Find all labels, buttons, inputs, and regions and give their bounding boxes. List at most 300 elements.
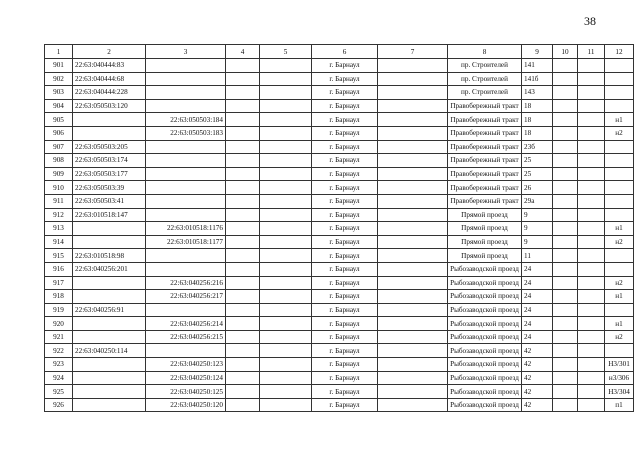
room-number-cell — [605, 262, 634, 276]
table-row — [45, 72, 634, 86]
cadastral-number-cell — [73, 385, 146, 399]
room-cadastral-number-cell — [146, 59, 226, 73]
street-cell: пр. Строителей — [448, 86, 522, 100]
room-cadastral-number-cell — [146, 181, 226, 195]
house-number-cell: 9 — [522, 208, 553, 222]
col-11-cell — [578, 330, 605, 344]
col-5-cell — [260, 167, 312, 181]
cadastral-number-cell: 22:63:040444:68 — [73, 72, 146, 86]
city-cell: г. Барнаул — [312, 194, 378, 208]
col-10-cell — [553, 276, 578, 290]
room-number-cell: н1 — [605, 290, 634, 304]
room-number-cell — [605, 72, 634, 86]
city-cell: г. Барнаул — [312, 59, 378, 73]
city-cell: г. Барнаул — [312, 167, 378, 181]
col-5-cell — [260, 276, 312, 290]
col-10-cell — [553, 140, 578, 154]
column-header-12: 12 — [605, 45, 634, 59]
room-cadastral-number-cell: 22:63:050503:184 — [146, 113, 226, 127]
col-7-cell — [378, 167, 448, 181]
house-number-cell: 26 — [522, 181, 553, 195]
row-number-cell: 919 — [45, 303, 73, 317]
table-row — [45, 385, 634, 399]
city-cell: г. Барнаул — [312, 208, 378, 222]
col-10-cell — [553, 154, 578, 168]
street-cell: Рыбозаводской проезд — [448, 344, 522, 358]
room-number-cell — [605, 154, 634, 168]
street-cell: Рыбозаводской проезд — [448, 371, 522, 385]
col-7-cell — [378, 59, 448, 73]
room-cadastral-number-cell — [146, 86, 226, 100]
col-4-cell — [226, 194, 260, 208]
col-7-cell — [378, 181, 448, 195]
city-cell: г. Барнаул — [312, 303, 378, 317]
col-5-cell — [260, 330, 312, 344]
house-number-cell: 25 — [522, 154, 553, 168]
room-cadastral-number-cell: 22:63:010518:1176 — [146, 222, 226, 236]
room-cadastral-number-cell: 22:63:040250:125 — [146, 385, 226, 399]
col-7-cell — [378, 330, 448, 344]
col-10-cell — [553, 249, 578, 263]
col-4-cell — [226, 358, 260, 372]
row-number-cell: 924 — [45, 371, 73, 385]
street-cell: Рыбозаводской проезд — [448, 358, 522, 372]
cadastral-number-cell: 22:63:050503:41 — [73, 194, 146, 208]
cadastral-number-cell — [73, 330, 146, 344]
col-7-cell — [378, 154, 448, 168]
col-4-cell — [226, 330, 260, 344]
row-number-cell: 917 — [45, 276, 73, 290]
col-7-cell — [378, 262, 448, 276]
row-number-cell: 909 — [45, 167, 73, 181]
cadastral-number-cell: 22:63:050503:120 — [73, 99, 146, 113]
house-number-cell: 143 — [522, 86, 553, 100]
column-header-2: 2 — [73, 45, 146, 59]
col-4-cell — [226, 344, 260, 358]
city-cell: г. Барнаул — [312, 86, 378, 100]
room-number-cell: н2 — [605, 276, 634, 290]
col-11-cell — [578, 262, 605, 276]
street-cell: Правобережный тракт — [448, 154, 522, 168]
col-11-cell — [578, 385, 605, 399]
house-number-cell: 9 — [522, 222, 553, 236]
col-10-cell — [553, 330, 578, 344]
house-number-cell: 24 — [522, 317, 553, 331]
table-row — [45, 330, 634, 344]
col-7-cell — [378, 72, 448, 86]
cadastral-number-cell: 22:63:040256:91 — [73, 303, 146, 317]
table-row — [45, 290, 634, 304]
room-cadastral-number-cell — [146, 344, 226, 358]
col-10-cell — [553, 208, 578, 222]
col-5-cell — [260, 208, 312, 222]
room-number-cell — [605, 181, 634, 195]
table-row — [45, 181, 634, 195]
room-cadastral-number-cell: 22:63:040250:120 — [146, 398, 226, 412]
col-5-cell — [260, 99, 312, 113]
house-number-cell: 42 — [522, 358, 553, 372]
room-number-cell — [605, 208, 634, 222]
col-10-cell — [553, 194, 578, 208]
col-7-cell — [378, 344, 448, 358]
col-7-cell — [378, 140, 448, 154]
street-cell: Рыбозаводской проезд — [448, 276, 522, 290]
col-7-cell — [378, 290, 448, 304]
street-cell: Прямой проезд — [448, 235, 522, 249]
row-number-cell: 914 — [45, 235, 73, 249]
col-5-cell — [260, 72, 312, 86]
registry-table — [44, 44, 634, 412]
house-number-cell: 11 — [522, 249, 553, 263]
column-header-8: 8 — [448, 45, 522, 59]
col-10-cell — [553, 398, 578, 412]
cadastral-number-cell: 22:63:050503:39 — [73, 181, 146, 195]
col-5-cell — [260, 303, 312, 317]
column-header-4: 4 — [226, 45, 260, 59]
row-number-cell: 918 — [45, 290, 73, 304]
table-row — [45, 303, 634, 317]
room-cadastral-number-cell — [146, 249, 226, 263]
col-7-cell — [378, 358, 448, 372]
row-number-cell: 906 — [45, 126, 73, 140]
col-7-cell — [378, 126, 448, 140]
table-row — [45, 276, 634, 290]
col-7-cell — [378, 99, 448, 113]
table-row — [45, 126, 634, 140]
house-number-cell: 9 — [522, 235, 553, 249]
col-10-cell — [553, 72, 578, 86]
table-row — [45, 371, 634, 385]
row-number-cell: 920 — [45, 317, 73, 331]
col-5-cell — [260, 317, 312, 331]
street-cell: Правобережный тракт — [448, 194, 522, 208]
house-number-cell: 42 — [522, 371, 553, 385]
house-number-cell: 18 — [522, 99, 553, 113]
col-7-cell — [378, 317, 448, 331]
col-7-cell — [378, 113, 448, 127]
col-5-cell — [260, 371, 312, 385]
city-cell: г. Барнаул — [312, 235, 378, 249]
col-11-cell — [578, 290, 605, 304]
cadastral-number-cell: 22:63:050503:177 — [73, 167, 146, 181]
cadastral-number-cell — [73, 222, 146, 236]
table-row — [45, 194, 634, 208]
col-7-cell — [378, 208, 448, 222]
col-7-cell — [378, 249, 448, 263]
room-number-cell — [605, 303, 634, 317]
room-number-cell — [605, 99, 634, 113]
col-5-cell — [260, 249, 312, 263]
col-7-cell — [378, 222, 448, 236]
house-number-cell: 24 — [522, 303, 553, 317]
row-number-cell: 913 — [45, 222, 73, 236]
col-11-cell — [578, 222, 605, 236]
col-7-cell — [378, 385, 448, 399]
col-4-cell — [226, 398, 260, 412]
col-4-cell — [226, 303, 260, 317]
column-header-9: 9 — [522, 45, 553, 59]
room-number-cell: н2 — [605, 330, 634, 344]
col-4-cell — [226, 72, 260, 86]
col-10-cell — [553, 59, 578, 73]
col-4-cell — [226, 154, 260, 168]
room-number-cell — [605, 59, 634, 73]
cadastral-number-cell: 22:63:050503:174 — [73, 154, 146, 168]
house-number-cell: 24 — [522, 330, 553, 344]
col-5-cell — [260, 358, 312, 372]
city-cell: г. Барнаул — [312, 385, 378, 399]
row-number-cell: 926 — [45, 398, 73, 412]
street-cell: Правобережный тракт — [448, 167, 522, 181]
street-cell: Рыбозаводской проезд — [448, 330, 522, 344]
col-5-cell — [260, 140, 312, 154]
col-11-cell — [578, 194, 605, 208]
col-11-cell — [578, 86, 605, 100]
col-10-cell — [553, 113, 578, 127]
room-number-cell — [605, 167, 634, 181]
col-4-cell — [226, 249, 260, 263]
room-cadastral-number-cell — [146, 140, 226, 154]
cadastral-number-cell — [73, 126, 146, 140]
col-7-cell — [378, 194, 448, 208]
row-number-cell: 925 — [45, 385, 73, 399]
room-cadastral-number-cell — [146, 262, 226, 276]
col-10-cell — [553, 222, 578, 236]
col-5-cell — [260, 113, 312, 127]
col-5-cell — [260, 194, 312, 208]
col-5-cell — [260, 262, 312, 276]
room-cadastral-number-cell: 22:63:040256:215 — [146, 330, 226, 344]
col-4-cell — [226, 262, 260, 276]
street-cell: Рыбозаводской проезд — [448, 262, 522, 276]
street-cell: пр. Строителей — [448, 59, 522, 73]
col-10-cell — [553, 262, 578, 276]
house-number-cell: 42 — [522, 344, 553, 358]
col-5-cell — [260, 344, 312, 358]
room-number-cell: п1 — [605, 398, 634, 412]
street-cell: Прямой проезд — [448, 249, 522, 263]
table-row — [45, 262, 634, 276]
street-cell: Правобережный тракт — [448, 181, 522, 195]
room-cadastral-number-cell: 22:63:010518:1177 — [146, 235, 226, 249]
table-row — [45, 222, 634, 236]
room-number-cell: н2 — [605, 235, 634, 249]
row-number-cell: 922 — [45, 344, 73, 358]
col-11-cell — [578, 303, 605, 317]
col-5-cell — [260, 59, 312, 73]
col-5-cell — [260, 398, 312, 412]
col-4-cell — [226, 167, 260, 181]
row-number-cell: 901 — [45, 59, 73, 73]
city-cell: г. Барнаул — [312, 290, 378, 304]
room-cadastral-number-cell — [146, 72, 226, 86]
cadastral-number-cell: 22:63:040444:228 — [73, 86, 146, 100]
room-cadastral-number-cell — [146, 194, 226, 208]
city-cell: г. Барнаул — [312, 154, 378, 168]
room-number-cell: н1 — [605, 222, 634, 236]
col-4-cell — [226, 99, 260, 113]
room-cadastral-number-cell — [146, 167, 226, 181]
room-cadastral-number-cell: 22:63:040256:216 — [146, 276, 226, 290]
col-7-cell — [378, 398, 448, 412]
house-number-cell: 24 — [522, 290, 553, 304]
column-header-1: 1 — [45, 45, 73, 59]
row-number-cell: 903 — [45, 86, 73, 100]
column-header-5: 5 — [260, 45, 312, 59]
table-row — [45, 235, 634, 249]
street-cell: Рыбозаводской проезд — [448, 385, 522, 399]
room-number-cell: Н3/301 — [605, 358, 634, 372]
table-row — [45, 140, 634, 154]
column-header-7: 7 — [378, 45, 448, 59]
col-11-cell — [578, 371, 605, 385]
house-number-cell: 141 — [522, 59, 553, 73]
column-header-6: 6 — [312, 45, 378, 59]
cadastral-number-cell — [73, 276, 146, 290]
col-11-cell — [578, 154, 605, 168]
cadastral-number-cell — [73, 358, 146, 372]
cadastral-number-cell — [73, 235, 146, 249]
col-7-cell — [378, 86, 448, 100]
col-7-cell — [378, 371, 448, 385]
col-11-cell — [578, 276, 605, 290]
city-cell: г. Барнаул — [312, 344, 378, 358]
street-cell: Рыбозаводской проезд — [448, 290, 522, 304]
col-11-cell — [578, 344, 605, 358]
cadastral-number-cell — [73, 290, 146, 304]
col-10-cell — [553, 303, 578, 317]
room-number-cell — [605, 86, 634, 100]
col-10-cell — [553, 126, 578, 140]
street-cell: пр. Строителей — [448, 72, 522, 86]
col-10-cell — [553, 235, 578, 249]
col-5-cell — [260, 154, 312, 168]
row-number-cell: 905 — [45, 113, 73, 127]
cadastral-number-cell — [73, 371, 146, 385]
street-cell: Правобережный тракт — [448, 140, 522, 154]
col-10-cell — [553, 99, 578, 113]
col-7-cell — [378, 235, 448, 249]
page-number: 38 — [584, 14, 596, 28]
row-number-cell: 907 — [45, 140, 73, 154]
cadastral-number-cell: 22:63:040256:201 — [73, 262, 146, 276]
table-row — [45, 59, 634, 73]
room-cadastral-number-cell: 22:63:050503:183 — [146, 126, 226, 140]
row-number-cell: 910 — [45, 181, 73, 195]
col-11-cell — [578, 167, 605, 181]
col-5-cell — [260, 385, 312, 399]
city-cell: г. Барнаул — [312, 276, 378, 290]
table-row — [45, 249, 634, 263]
col-11-cell — [578, 398, 605, 412]
city-cell: г. Барнаул — [312, 330, 378, 344]
city-cell: г. Барнаул — [312, 262, 378, 276]
room-number-cell: Н3/304 — [605, 385, 634, 399]
room-cadastral-number-cell: 22:63:040250:123 — [146, 358, 226, 372]
col-7-cell — [378, 303, 448, 317]
house-number-cell: 24 — [522, 276, 553, 290]
col-4-cell — [226, 208, 260, 222]
col-11-cell — [578, 181, 605, 195]
street-cell: Прямой проезд — [448, 222, 522, 236]
col-4-cell — [226, 235, 260, 249]
table-row — [45, 344, 634, 358]
column-header-11: 11 — [578, 45, 605, 59]
house-number-cell: 18 — [522, 113, 553, 127]
street-cell: Правобережный тракт — [448, 113, 522, 127]
col-10-cell — [553, 344, 578, 358]
room-number-cell: н2 — [605, 126, 634, 140]
room-cadastral-number-cell: 22:63:040250:124 — [146, 371, 226, 385]
col-11-cell — [578, 249, 605, 263]
room-cadastral-number-cell — [146, 154, 226, 168]
cadastral-number-cell: 22:63:010518:147 — [73, 208, 146, 222]
col-4-cell — [226, 222, 260, 236]
col-4-cell — [226, 276, 260, 290]
table-row — [45, 113, 634, 127]
cadastral-number-cell — [73, 398, 146, 412]
city-cell: г. Барнаул — [312, 99, 378, 113]
city-cell: г. Барнаул — [312, 181, 378, 195]
cadastral-number-cell: 22:63:040250:114 — [73, 344, 146, 358]
city-cell: г. Барнаул — [312, 140, 378, 154]
row-number-cell: 915 — [45, 249, 73, 263]
row-number-cell: 904 — [45, 99, 73, 113]
col-4-cell — [226, 86, 260, 100]
room-cadastral-number-cell: 22:63:040256:214 — [146, 317, 226, 331]
street-cell: Рыбозаводской проезд — [448, 398, 522, 412]
col-10-cell — [553, 167, 578, 181]
city-cell: г. Барнаул — [312, 113, 378, 127]
col-4-cell — [226, 140, 260, 154]
col-10-cell — [553, 290, 578, 304]
col-5-cell — [260, 86, 312, 100]
col-4-cell — [226, 126, 260, 140]
col-10-cell — [553, 181, 578, 195]
room-cadastral-number-cell — [146, 99, 226, 113]
col-11-cell — [578, 99, 605, 113]
house-number-cell: 23б — [522, 140, 553, 154]
table-row — [45, 317, 634, 331]
table-row — [45, 398, 634, 412]
city-cell: г. Барнаул — [312, 126, 378, 140]
room-cadastral-number-cell — [146, 303, 226, 317]
col-4-cell — [226, 290, 260, 304]
street-cell: Прямой проезд — [448, 208, 522, 222]
col-10-cell — [553, 358, 578, 372]
col-4-cell — [226, 317, 260, 331]
room-number-cell: н3/306 — [605, 371, 634, 385]
row-number-cell: 911 — [45, 194, 73, 208]
row-number-cell: 923 — [45, 358, 73, 372]
cadastral-number-cell: 22:63:010518:98 — [73, 249, 146, 263]
cadastral-number-cell: 22:63:040444:83 — [73, 59, 146, 73]
city-cell: г. Барнаул — [312, 222, 378, 236]
cadastral-number-cell — [73, 317, 146, 331]
col-11-cell — [578, 140, 605, 154]
table-row — [45, 86, 634, 100]
room-cadastral-number-cell — [146, 208, 226, 222]
house-number-cell: 42 — [522, 398, 553, 412]
table-row — [45, 358, 634, 372]
col-10-cell — [553, 371, 578, 385]
house-number-cell: 141б — [522, 72, 553, 86]
col-11-cell — [578, 113, 605, 127]
house-number-cell: 18 — [522, 126, 553, 140]
house-number-cell: 42 — [522, 385, 553, 399]
city-cell: г. Барнаул — [312, 358, 378, 372]
table-row — [45, 167, 634, 181]
